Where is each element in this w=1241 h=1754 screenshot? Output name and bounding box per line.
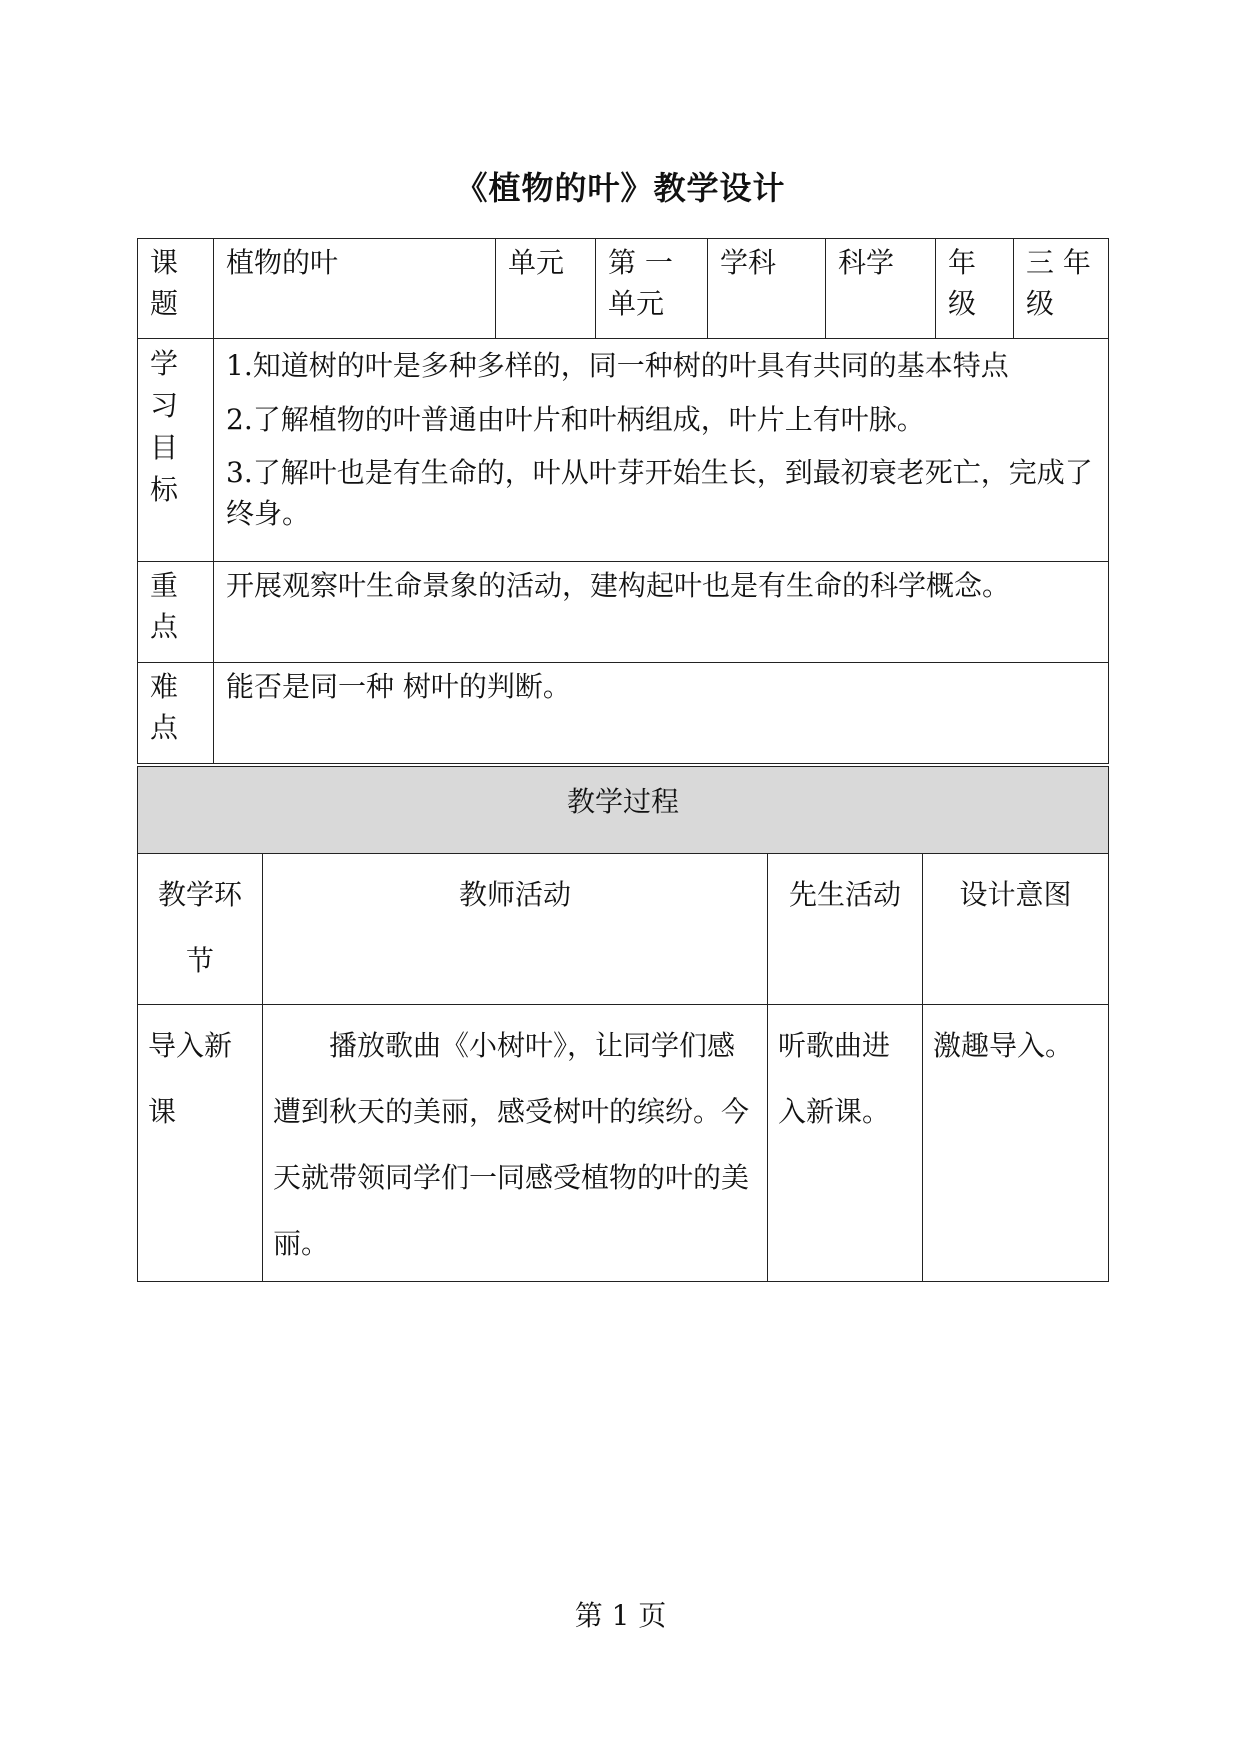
subject-value: 科学 — [826, 239, 936, 339]
objectives-label-bottom: 目标 — [150, 431, 179, 506]
info-row-objectives — [138, 339, 1109, 562]
topic-value: 植物的叶 — [214, 239, 496, 339]
objective-item: 2.了解植物的叶普通由叶片和叶柄组成，叶片上有叶脉。 — [226, 402, 925, 436]
unit-value: 第 一单元 — [596, 239, 708, 339]
process-section-row — [138, 767, 1109, 854]
process-header-row — [138, 854, 1109, 1005]
subject-label: 学科 — [708, 239, 826, 339]
stage-cell: 导入新课 — [138, 1005, 263, 1282]
process-row — [138, 1005, 1109, 1282]
key-point-value: 开展观察叶生命景象的活动，建构起叶也是有生命的科学概念。 — [214, 562, 1109, 663]
lesson-info-table — [137, 238, 1109, 764]
process-section-title: 教学过程 — [138, 767, 1109, 854]
objective-item: 1.知道树的叶是多种多样的，同一种树的叶具有共同的基本特点 — [226, 349, 1009, 382]
objective-item: 3.了解叶也是有生命的，叶从叶芽开始生长，到最初衰老死亡，完成了终身。 — [226, 456, 1093, 530]
teacher-activity-cell: 播放歌曲《小树叶》，让同学们感遭到秋天的美丽，感受树叶的缤纷。今天就带领同学们一同感受植物的叶的美丽。 — [263, 1005, 768, 1282]
info-row-topic — [138, 239, 1109, 339]
header-design-intent: 设计意图 — [923, 854, 1109, 1005]
design-intent-cell: 激趣导入。 — [923, 1005, 1109, 1282]
objectives-label-top: 学习 — [150, 347, 179, 422]
info-row-difficulty — [138, 663, 1109, 764]
teaching-process-table — [137, 766, 1109, 1282]
grade-value: 三 年级 — [1014, 239, 1109, 339]
key-point-label: 重点 — [138, 562, 214, 663]
unit-label: 单元 — [496, 239, 596, 339]
header-student-activity: 先生活动 — [768, 854, 923, 1005]
objectives-value — [214, 339, 1109, 562]
info-row-key-point — [138, 562, 1109, 663]
header-stage: 教学环节 — [138, 854, 263, 1005]
grade-label: 年级 — [936, 239, 1014, 339]
topic-label: 课题 — [138, 239, 214, 339]
student-activity-cell: 听歌曲进入新课。 — [768, 1005, 923, 1282]
objectives-label — [138, 339, 214, 562]
header-teacher-activity: 教师活动 — [263, 854, 768, 1005]
difficulty-label: 难点 — [138, 663, 214, 764]
difficulty-value: 能否是同一种 树叶的判断。 — [214, 663, 1109, 764]
page-number: 第 1 页 — [574, 1599, 667, 1632]
document-title: 《植物的叶》教学设计 — [455, 169, 786, 207]
